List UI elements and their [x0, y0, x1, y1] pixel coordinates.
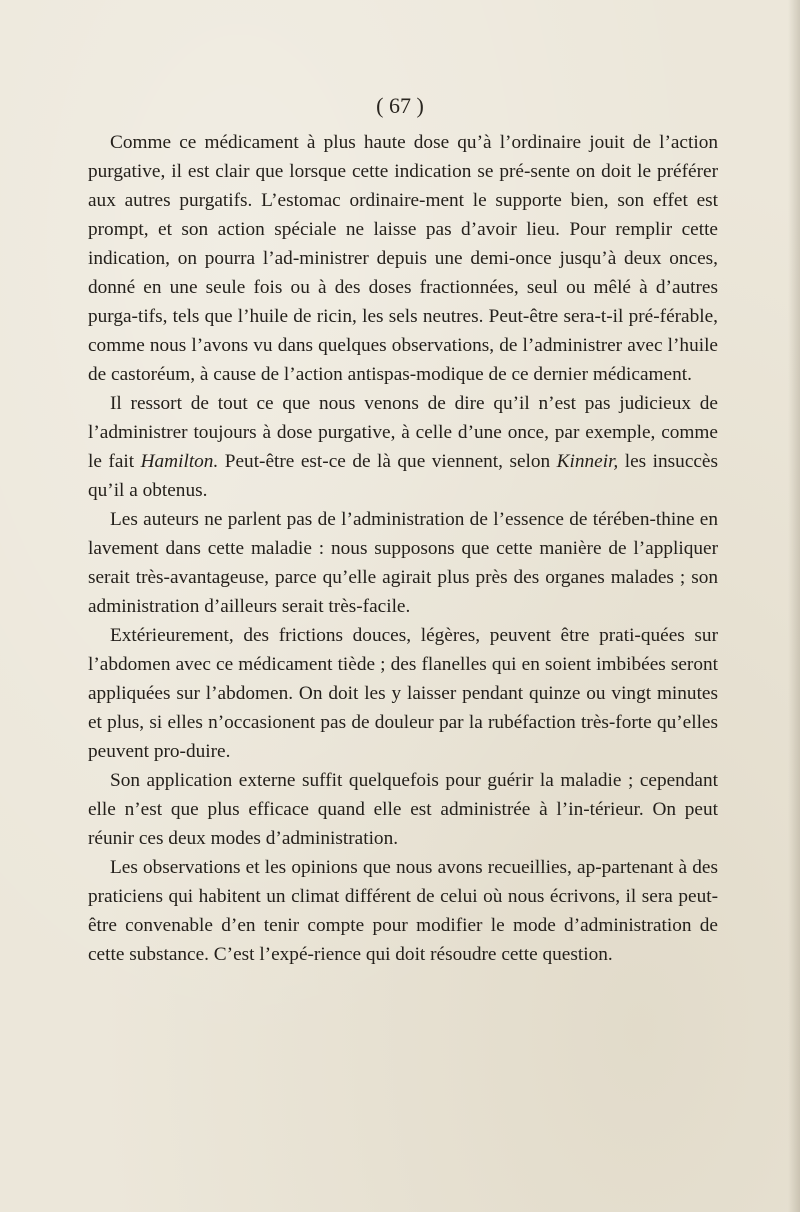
author-name-hamilton: Hamilton. [140, 451, 219, 472]
body-text [88, 128, 718, 969]
paragraph-2-text-c: les insuccès qu’il a obtenus. [88, 451, 718, 501]
author-name-kinneir: Kinneir, [556, 451, 619, 472]
page-number: ( 67 ) [376, 93, 424, 118]
paragraph-4-text: Extérieurement, des frictions douces, légères, peuvent être prati-quées sur l’abdomen avec ce médicament tiède ; des flanelles qui en soient imbibées seront appliquées sur l’abdomen. On doit les y laisser pendant quinze ou vingt minutes et plus, si elles n’occasionent pas de douleur par la rubéfaction très-forte qu’elles peuvent pro-duire. [88, 625, 718, 762]
paragraph-3-text: Les auteurs ne parlent pas de l’administration de l’essence de térében-thine en lavement dans cette maladie : nous supposons que cette manière de l’appliquer serait très-avantageuse, parce qu’elle agirait plus près des organes malades ; son administration d’ailleurs serait très-facile. [88, 509, 718, 617]
paragraph-2-text-b: Peut-être est-ce de là que viennent, selon [218, 451, 557, 472]
paragraph-2 [88, 389, 718, 505]
paragraph-5-text: Son application externe suffit quelquefois pour guérir la maladie ; cependant elle n’est que plus efficace quand elle est administrée à l’in-térieur. On peut réunir ces deux modes d’administration. [88, 770, 718, 849]
page-edge-shadow [788, 0, 800, 1212]
paragraph-2-text-a: Il ressort de tout ce que nous venons de dire qu’il n’est pas judicieux de l’administrer toujours à dose purgative, à celle d’une once, par exemple, comme le fait [88, 393, 718, 472]
paragraph-3 [88, 505, 718, 621]
paragraph-6-text: Les observations et les opinions que nous avons recueillies, ap-partenant à des praticiens qui habitent un climat différent de celui où nous écrivons, il sera peut-être convenable d’en tenir compte pour modifier le mode d’administration de cette substance. C’est l’expé-rience qui doit résoudre cette question. [88, 857, 718, 965]
paragraph-1 [88, 128, 718, 389]
paragraph-6 [88, 853, 718, 969]
paragraph-5 [88, 766, 718, 853]
paragraph-4 [88, 621, 718, 766]
paragraph-1-text: Comme ce médicament à plus haute dose qu’à l’ordinaire jouit de l’action purgative, il est clair que lorsque cette indication se pré-sente on doit le préférer aux autres purgatifs. L’estomac ordinaire-ment le supporte bien, son effet est prompt, et son action spéciale ne laisse pas d’avoir lieu. Pour remplir cette indication, on pourra l’ad-ministrer depuis une demi-once jusqu’à deux onces, donné en une seule fois ou à des doses fractionnées, seul ou mêlé à d’autres purga-tifs, tels que l’huile de ricin, les sels neutres. Peut-être sera-t-il pré-férable, comme nous l’avons vu dans quelques observations, de l’administrer avec l’huile de castoréum, à cause de l’action antispas-modique de ce dernier médicament. [88, 132, 718, 385]
